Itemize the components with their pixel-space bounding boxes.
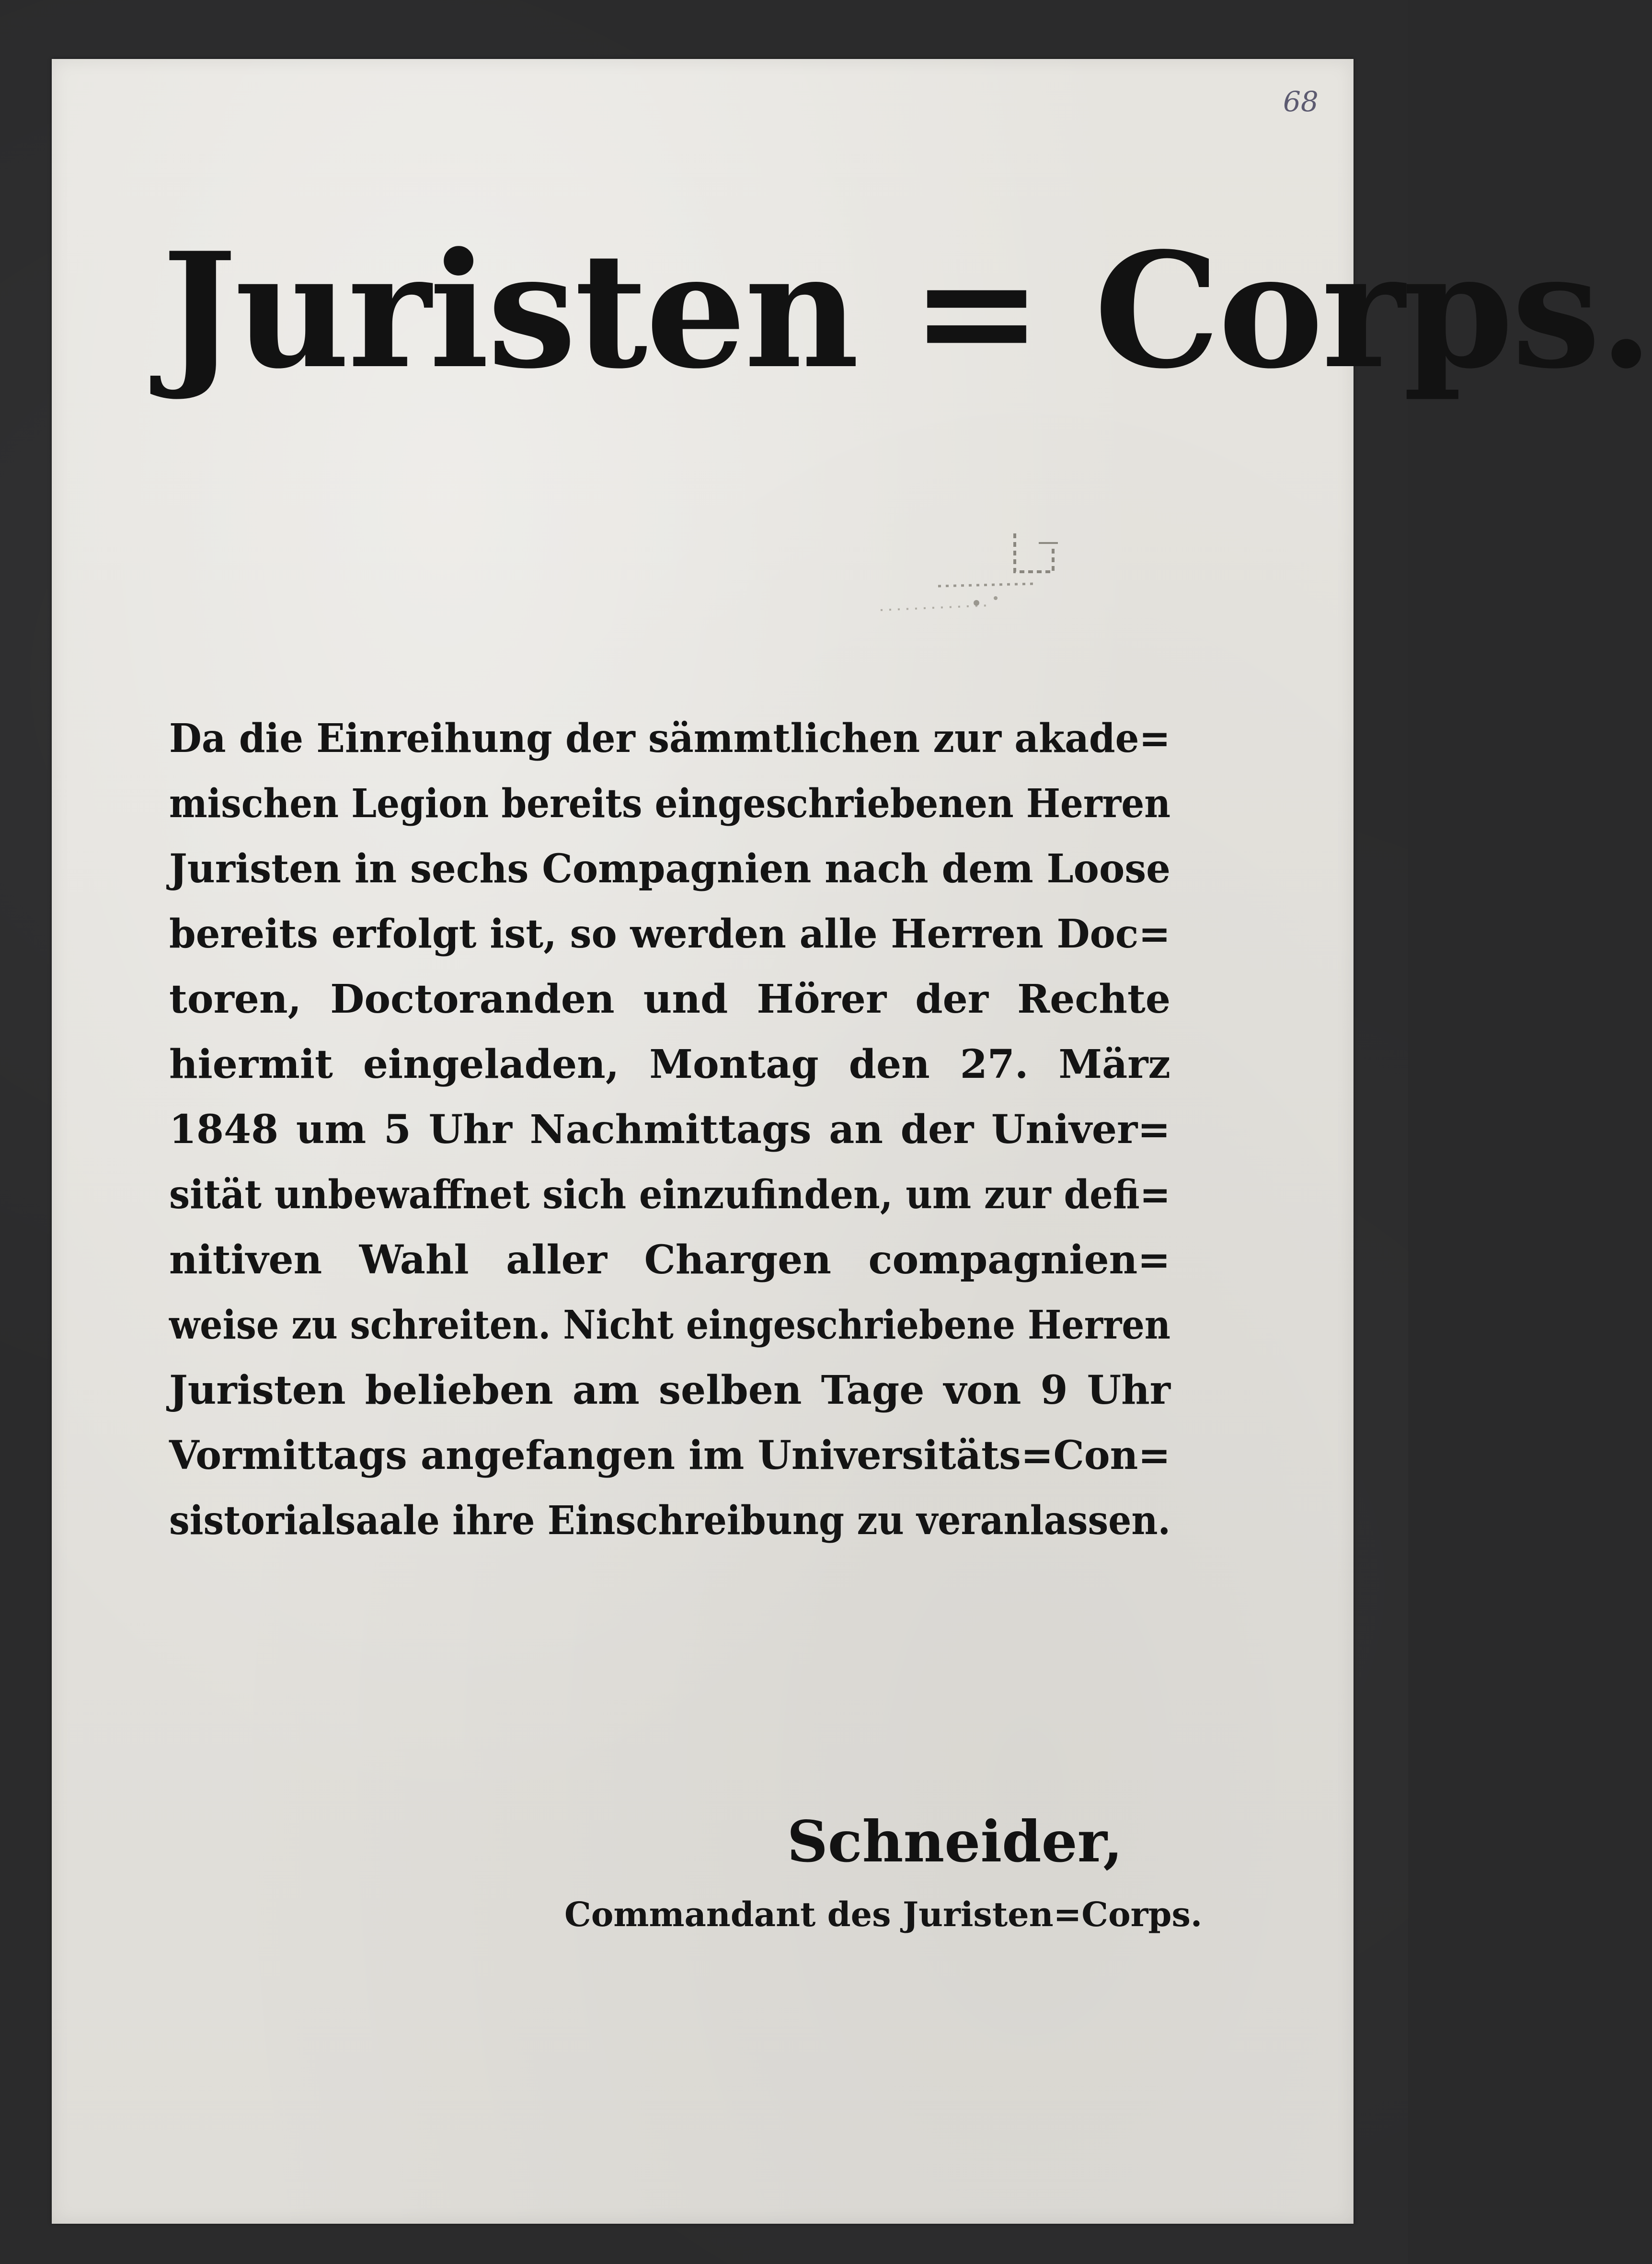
signature-title: Commandant des Juristen=Corps. — [564, 1894, 1203, 1934]
body-line: bereits erfolgt ist, so werden alle Herren Doc= — [169, 911, 1170, 957]
body-line: Da die Einreihung der sämmtlichen zur akade= — [169, 716, 1170, 762]
body-line: mischen Legion bereits eingeschriebenen Herren — [169, 781, 1170, 827]
notice-body — [169, 706, 1170, 1553]
body-line: Juristen in sechs Compagnien nach dem Loose — [169, 846, 1170, 892]
body-line: weise zu schreiten. Nicht eingeschriebene Herren — [169, 1302, 1170, 1348]
body-line: hiermit eingeladen, Montag den 27. März — [169, 1041, 1170, 1087]
body-line: toren, Doctoranden und Hörer der Rechte — [169, 976, 1170, 1022]
paper-sheet — [52, 59, 1652, 2224]
signature-name: Schneider, — [787, 1808, 1123, 1875]
body-line: 1848 um 5 Uhr Nachmittags an der Univer= — [169, 1107, 1170, 1153]
body-line: Vormittags angefangen im Universitäts=Con= — [169, 1432, 1170, 1479]
body-line: sistorialsaale ihre Einschreibung zu veranlassen. — [169, 1498, 1170, 1544]
document-heading: Juristen = Corps. — [162, 218, 1652, 404]
folio-number: 68 — [1283, 85, 1319, 118]
faded-stamp-mark — [833, 514, 1168, 658]
body-line: sität unbewaffnet sich einzufinden, um zur defi= — [169, 1172, 1170, 1218]
body-line: Juristen belieben am selben Tage von 9 Uhr — [169, 1367, 1170, 1413]
body-line: nitiven Wahl aller Chargen compagnien= — [169, 1237, 1170, 1283]
